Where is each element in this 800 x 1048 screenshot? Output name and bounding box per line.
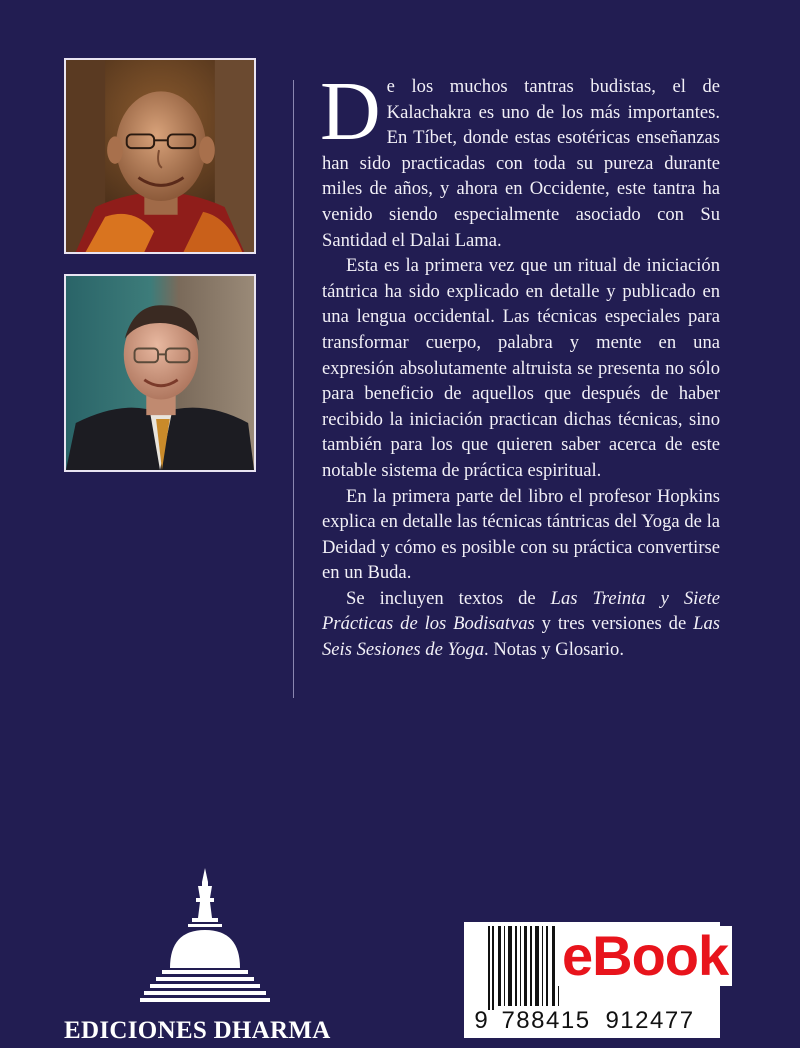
monk-portrait-image	[66, 60, 254, 252]
author-portrait-image	[66, 276, 254, 470]
isbn-digits	[468, 1006, 716, 1036]
paragraph-1	[320, 65, 720, 253]
back-cover-description	[320, 65, 720, 663]
paragraph-2: Esta es la primera vez que un ritual de iniciación tántrica ha sido explicado en detalle y publicado en una lengua occidental. Las técnicas especiales para transformar cuerpo, palabra y mente en una expresión absolutamente altruista se presenta no sólo para beneficio de aquellos que después de haber recibido la iniciación practican dichas técnicas, sino también para los que quieren saber acerca de este notable sistema de práctica espiritual.	[322, 255, 720, 481]
drop-cap: D	[320, 65, 381, 158]
isbn-group-1: 788415	[501, 1007, 591, 1034]
paragraph-4	[322, 586, 720, 663]
book-title-seis-sesiones: Las Seis Sesiones de Yoga	[322, 613, 720, 661]
isbn-barcode	[464, 922, 729, 1038]
publisher-name: EDICIONES DHARMA	[64, 1017, 331, 1044]
ebook-badge: eBook	[558, 926, 732, 986]
book-title-bodisatvas: Las Treinta y Siete Prácticas de los Bodisatvas	[322, 587, 720, 635]
column-divider	[293, 80, 294, 698]
paragraph-4-a: Se incluyen textos de	[346, 587, 551, 609]
author-photo-hopkins	[64, 274, 256, 472]
paragraph-4-c: . Notas y Glosario.	[484, 639, 624, 661]
isbn-group-2: 912477	[605, 1007, 695, 1034]
paragraph-1-text: e los muchos tantras budistas, el de Kalachakra es uno de los más importantes. En Tíbet, donde estas esotéricas enseñanzas han sido practicadas con toda su pureza durante miles de años, y ahora en Occidente, este tantra ha venido siendo especialmente asociado con Su Santidad el Dalai Lama.	[322, 76, 720, 251]
paragraph-4-b: y tres versiones de	[534, 613, 694, 635]
isbn-lead-digit: 9	[474, 1007, 488, 1034]
author-photo-monk	[64, 58, 256, 254]
paragraph-3: En la primera parte del libro el profesor Hopkins explica en detalle las técnicas tántricas del Yoga de la Deidad y cómo es posible con su práctica convertirse en un Buda.	[322, 485, 720, 584]
stupa-logo-icon	[140, 868, 270, 1010]
